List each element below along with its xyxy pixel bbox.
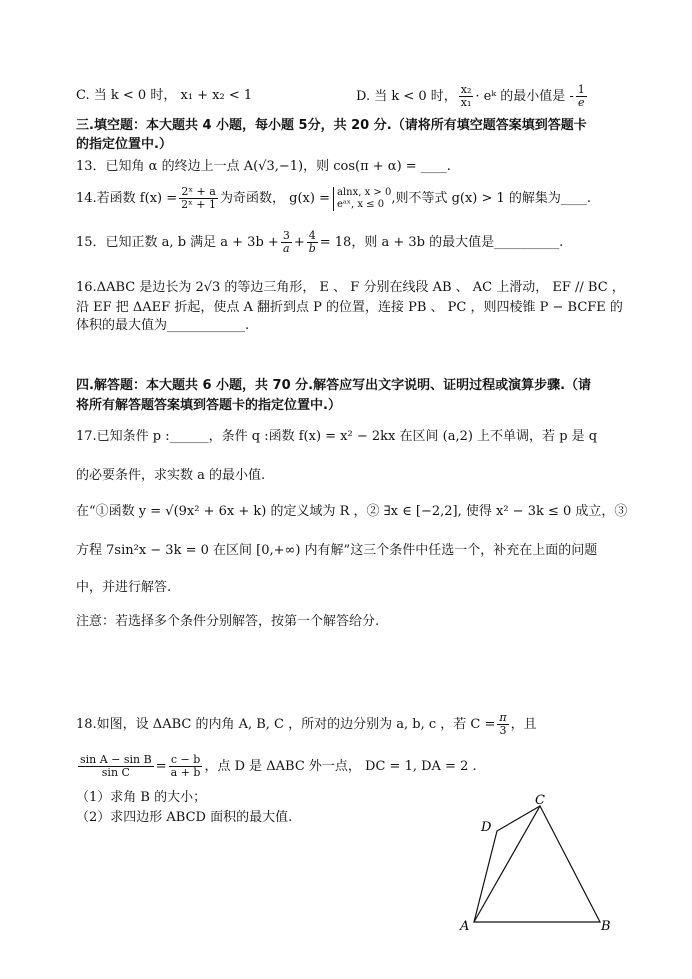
question-18-line2 — [76, 754, 477, 779]
section4-heading-line2: 将所有解答题答案填到答题卡的指定位置中.） — [76, 398, 341, 413]
question-15: 15．已知正数 a, b 满足 a + 3b + $\frac{3}{a}$ + $\frac{4}{b}$ = 18，则 a + 3b 的最大值是__________. — [76, 229, 564, 255]
q15-pre: 15．已知正数 a, b 满足 a + 3b + — [76, 235, 279, 250]
q18-line2-post: ，点 D 是 ΔABC 外一点， DC = 1, DA = 2 . — [204, 759, 477, 774]
q14-mid: 为奇函数， g(x) = — [220, 191, 330, 206]
q15-post: = 18，则 a + 3b 的最大值是__________. — [319, 235, 564, 250]
label-d: D — [481, 820, 492, 835]
question-18-sub2: （2）求四边形 ABCD 面积的最大值. — [76, 810, 293, 825]
triangle-abc — [474, 806, 600, 922]
q18-frac-sin: $\frac{\text{sin A − sin B}}{\text{sin C}}$ — [80, 753, 152, 779]
q18-line1-post: ，且 — [510, 717, 537, 732]
question-14 — [76, 186, 591, 211]
question-13: 13．已知角 α 的终边上一点 A(√3,−1)，则 cos(π + α) = ____. — [76, 159, 451, 174]
section4-heading-line1: 四.解答题：本大题共 6 小题，共 70 分.解答应写出文字说明、证明过程或演算步骤.（请 — [76, 378, 592, 393]
question-18-line1 — [76, 712, 537, 737]
option-d-pre: D. 当 k < 0 时， — [356, 89, 457, 104]
section3-heading-line1: 三.填空题：本大题共 4 小题，每小题 5分，共 20 分.（请将所有填空题答案填到答题卡 — [76, 118, 587, 133]
question-17-note: 注意：若选择多个条件分别解答，按第一个解答给分. — [76, 614, 380, 629]
question-17-line5: 中，并进行解答. — [76, 580, 172, 595]
option-d — [356, 84, 589, 109]
section3-heading-line2: 的指定位置中.） — [76, 137, 172, 152]
question-16-line3: 体积的最大值为____________. — [76, 318, 250, 333]
question-17-line1: 17.已知条件 p :______，条件 q :函数 f(x) = x² − 2kx 在区间 (a,2) 上不单调，若 p 是 q — [76, 429, 598, 444]
question-17-line4: 方程 7sin²x − 3k = 0 在区间 [0,+∞) 内有解”这三个条件中任选一个，补充在上面的问题 — [76, 543, 598, 558]
option-d-frac2: $\frac{1}{e}$ — [577, 83, 585, 109]
question-16-line1: 16.ΔABC 是边长为 2√3 的等边三角形， E 、 F 分别在线段 AB 、 AC 上滑动， EF // BC ， — [76, 280, 625, 295]
q14-post: ,则不等式 g(x) > 1 的解集为____. — [391, 191, 592, 206]
option-d-frac1: $\frac{\text{x₂}}{\text{x₁}}$ — [460, 83, 472, 109]
q18-equals: = — [155, 759, 167, 774]
question-16-line2: 沿 EF 把 ΔAEF 折起，使点 A 翻折到点 P 的位置，连接 PB 、 PC ，则四棱锥 P − BCFE 的 — [76, 300, 623, 315]
question-17-line2: 的必要条件，求实数 a 的最小值. — [76, 468, 266, 483]
label-c: C — [535, 793, 545, 808]
option-d-mid: · eᵏ 的最小值是 - — [475, 89, 574, 104]
q14-piecewise: alnx, x > 0 eᵃˣ, x ≤ 0 — [333, 187, 391, 211]
question-17-line3: 在“①函数 y = √(9x² + 6x + k) 的定义域为 R ，② ∃x ∈ [−2,2], 使得 x² − 3k ≤ 0 成立，③ — [76, 504, 628, 519]
q14-frac: $\frac{\text{2ˣ + a}}{\text{2ˣ + 1}}$ — [181, 185, 216, 211]
quadrilateral-figure — [455, 792, 655, 942]
label-b: B — [601, 919, 611, 934]
q18-line1-pre: 18.如图，设 ΔABC 的内角 A, B, C ，所对的边分别为 a, b, c ，若 C = — [76, 717, 496, 732]
q15-frac1: $\frac{3}{a}$ — [282, 229, 290, 255]
label-a: A — [460, 919, 470, 934]
q18-c-frac: $\frac{\pi}{3}$ — [499, 711, 507, 737]
q15-frac2: $\frac{4}{b}$ — [308, 229, 316, 255]
option-c: C. 当 k < 0 时， x₁ + x₂ < 1 — [76, 88, 253, 103]
q18-frac-sides: $\frac{c - b}{a + b}$ — [170, 753, 201, 779]
q14-pre: 14.若函数 f(x) = — [76, 191, 178, 206]
question-18-sub1: （1）求角 B 的大小； — [76, 790, 207, 805]
